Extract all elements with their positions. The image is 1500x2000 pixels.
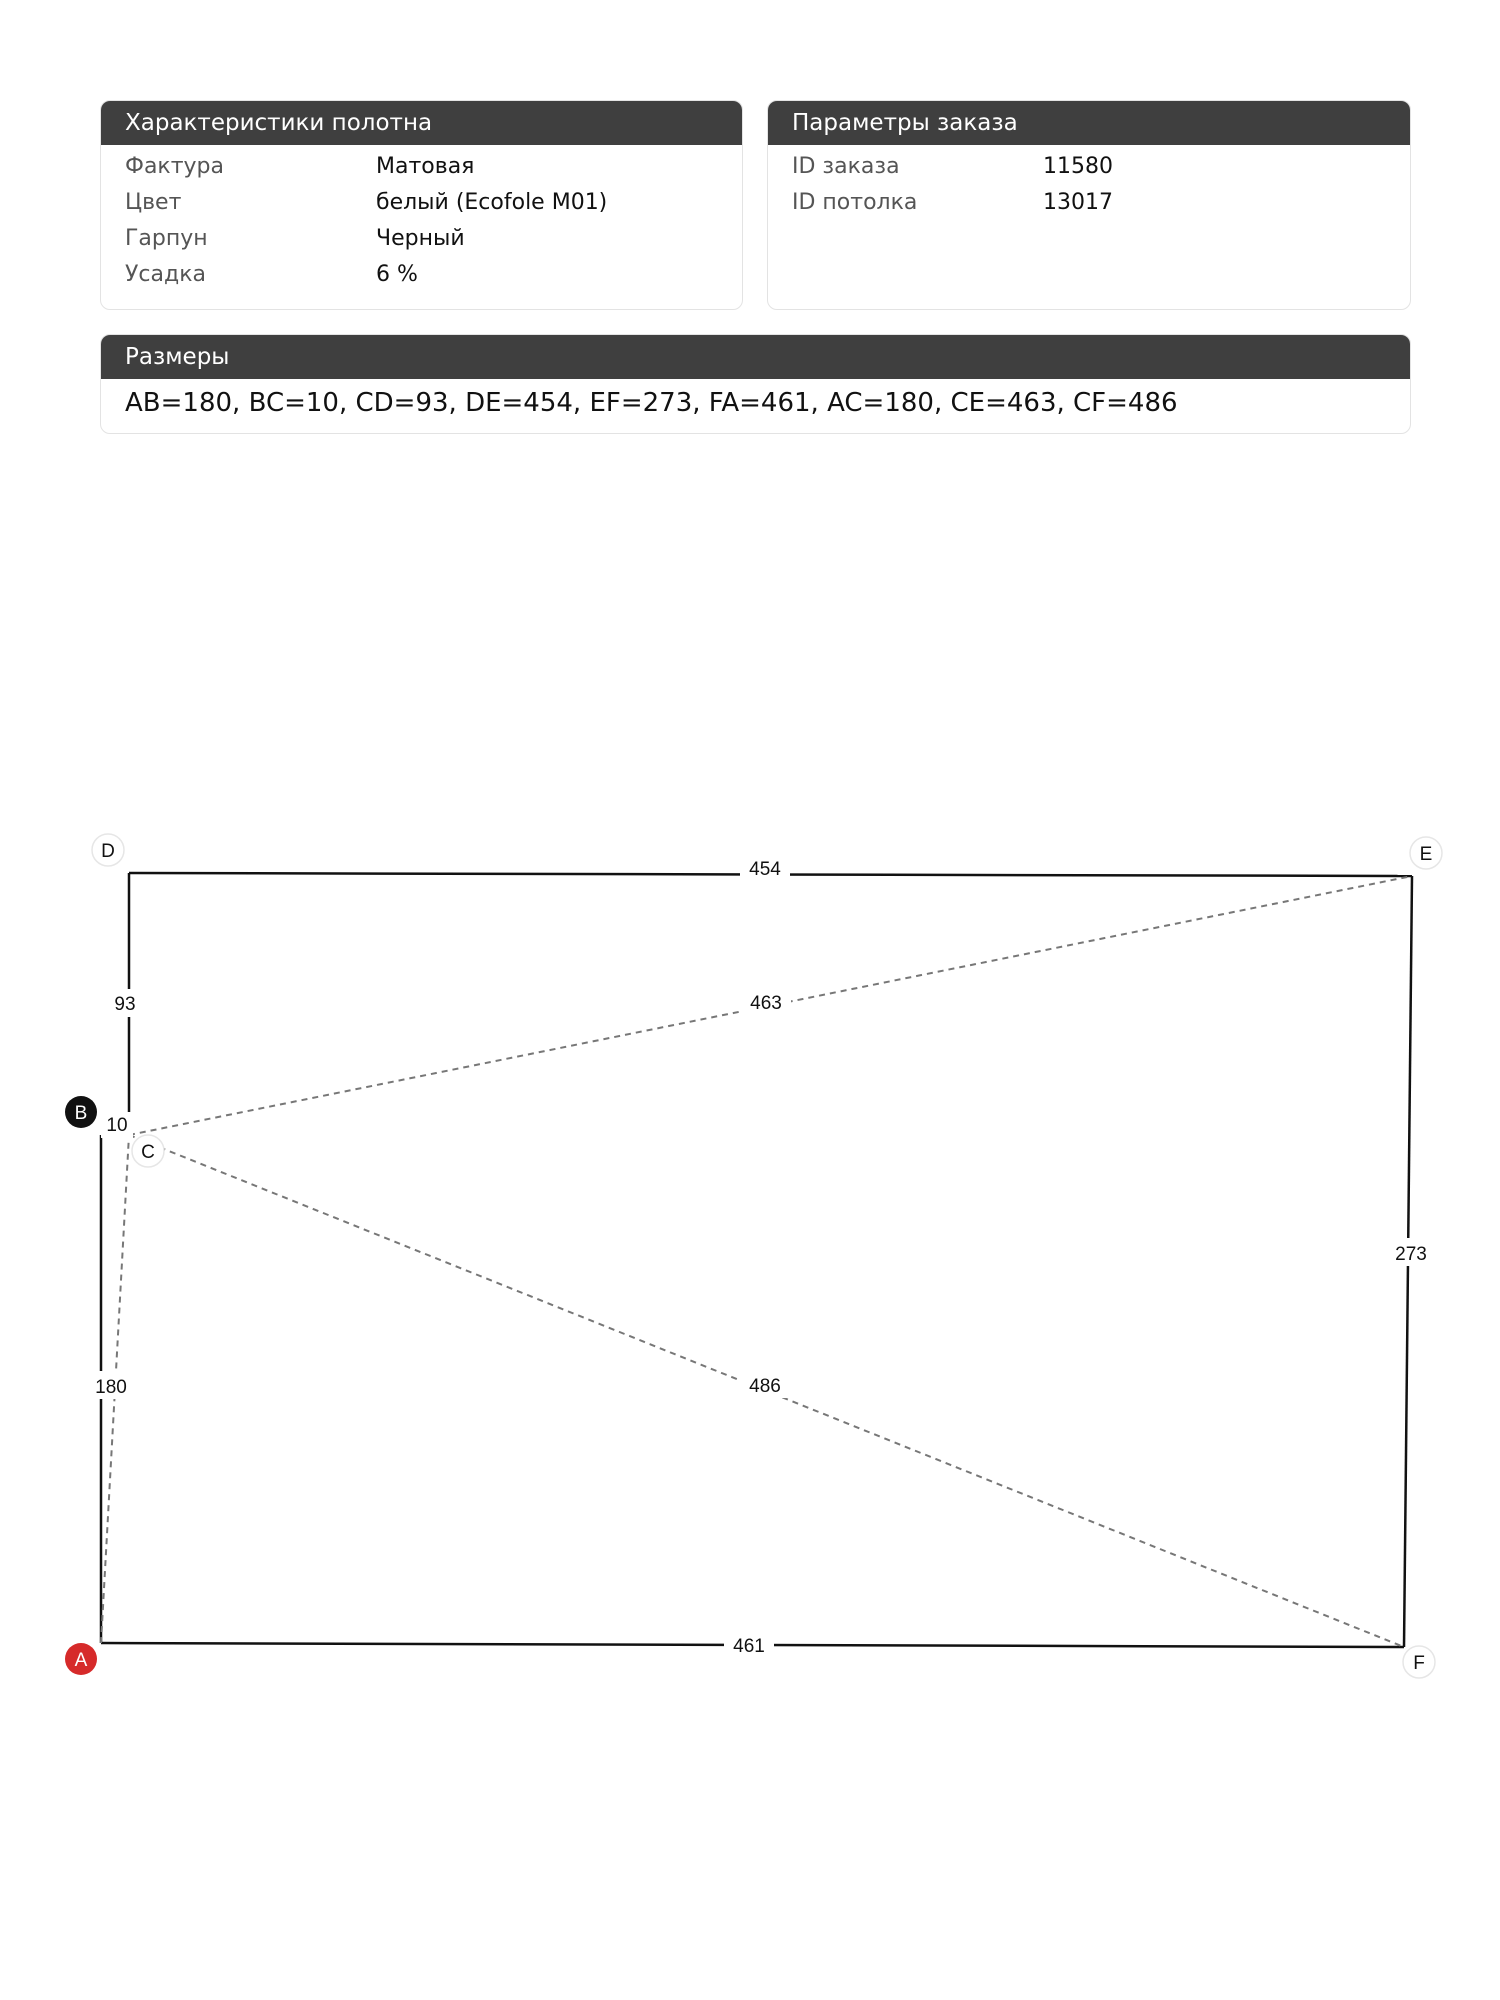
vertex-c-label: C — [141, 1142, 155, 1163]
vertex-a-label: A — [74, 1650, 88, 1671]
label-ef: 273 — [1395, 1244, 1427, 1265]
label-ce: 463 — [750, 993, 782, 1014]
ceiling-id-value: 13017 — [1043, 190, 1113, 215]
sizes-text: AB=180, BC=10, CD=93, DE=454, EF=273, FA=461, AC=180, CE=463, CF=486 — [125, 388, 1178, 418]
label-cd: 93 — [114, 994, 136, 1015]
vertex-f-label: F — [1413, 1653, 1425, 1674]
harpoon-value: Черный — [376, 226, 465, 251]
sizes-title: Размеры — [101, 335, 1410, 379]
order-id-label: ID заказа — [792, 154, 900, 179]
vertex-c — [132, 1135, 164, 1167]
vertex-d-label: D — [101, 841, 115, 862]
label-bc: 10 — [106, 1115, 128, 1136]
vertex-e — [1410, 837, 1442, 869]
vertex-b — [65, 1096, 97, 1128]
shrinkage-label: Усадка — [125, 262, 206, 287]
color-label: Цвет — [125, 190, 182, 215]
label-fa: 461 — [733, 1636, 765, 1657]
label-de: 454 — [749, 859, 781, 880]
ceiling-id-label: ID потолка — [792, 190, 918, 215]
vertex-d — [92, 834, 124, 866]
order-id-value: 11580 — [1043, 154, 1113, 179]
vertex-e-label: E — [1419, 844, 1433, 865]
texture-value: Матовая — [376, 154, 475, 179]
order-parameters-title: Параметры заказа — [768, 101, 1410, 145]
label-ab: 180 — [95, 1377, 127, 1398]
shrinkage-value: 6 % — [376, 262, 418, 287]
color-value: белый (Ecofole M01) — [376, 190, 608, 215]
vertex-b-label: B — [74, 1103, 88, 1124]
label-cf: 486 — [749, 1376, 781, 1397]
vertex-a — [65, 1643, 97, 1675]
canvas-characteristics-title: Характеристики полотна — [101, 101, 742, 145]
vertex-f — [1403, 1646, 1435, 1678]
texture-label: Фактура — [125, 154, 224, 179]
harpoon-label: Гарпун — [125, 226, 208, 251]
